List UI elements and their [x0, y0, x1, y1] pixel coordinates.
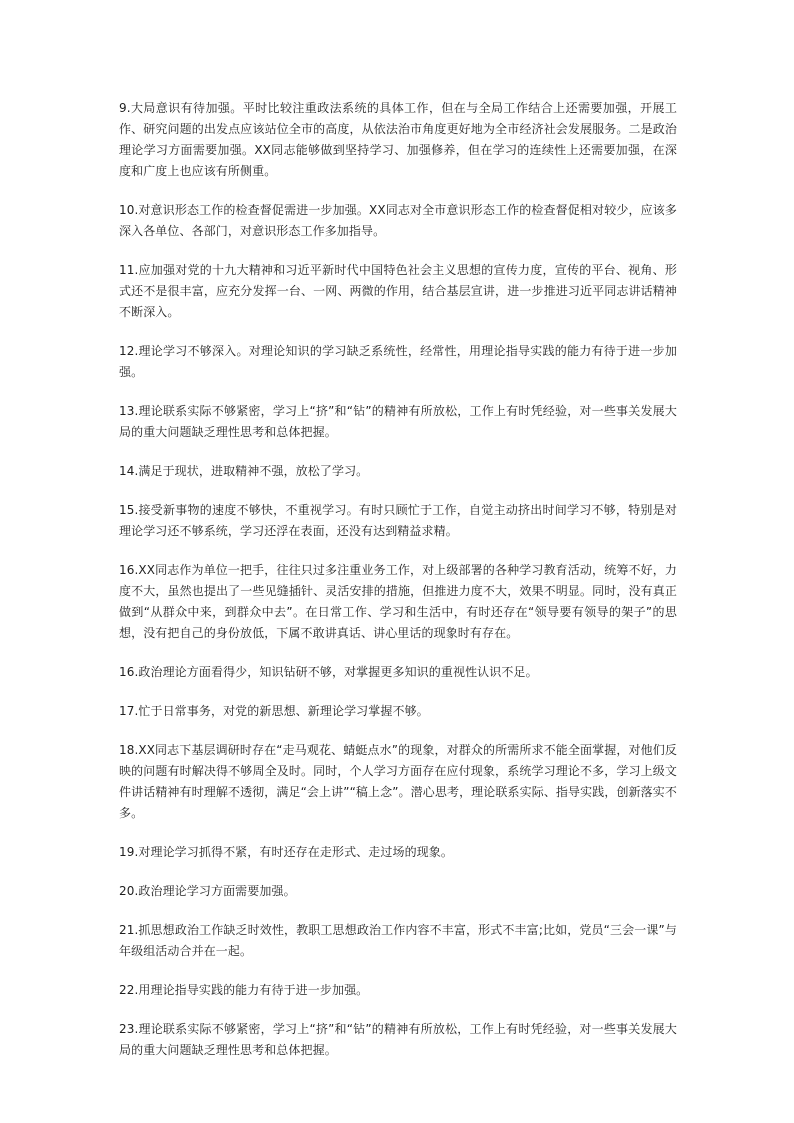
- document-body: [119, 98, 677, 1079]
- paragraph-20: 20.政治理论学习方面需要加强。: [119, 884, 296, 898]
- paragraph-17: 17.忙于日常事务，对党的新思想、新理论学习掌握不够。: [119, 704, 429, 718]
- paragraph-21: 21.抓思想政治工作缺乏时效性，教职工思想政治工作内容不丰富，形式不丰富;比如，党员“三会一课”与年级组活动合并在一起。: [119, 923, 677, 958]
- paragraph-16a: 16.XX同志作为单位一把手，往往只过多注重业务工作，对上级部署的各种学习教育活动，统筹不好，力度不大，虽然也提出了一些见缝插针、灵活安排的措施，但推进力度不大，效果不明显。同时，没有真正做到“从群众中来，到群众中去”。在日常工作、学习和生活中，有时还存在“领导要有领导的架子”的思想，没有把自己的身份放低，下属不敢讲真话、讲心里话的现象时有存在。: [119, 563, 677, 640]
- paragraph-11: 11.应加强对党的十九大精神和习近平新时代中国特色社会主义思想的宣传力度，宣传的平台、视角、形式还不是很丰富，应充分发挥一台、一网、两微的作用，结合基层宣讲，进一步推进习近平同志讲话精神不断深入。: [119, 263, 677, 319]
- paragraph-10: 10.对意识形态工作的检查督促需进一步加强。XX同志对全市意识形态工作的检查督促相对较少，应该多深入各单位、各部门，对意识形态工作多加指导。: [119, 203, 677, 238]
- paragraph-12: 12.理论学习不够深入。对理论知识的学习缺乏系统性，经常性，用理论指导实践的能力有待于进一步加强。: [119, 344, 677, 379]
- paragraph-16b: 16.政治理论方面看得少，知识钻研不够，对掌握更多知识的重视性认识不足。: [119, 665, 538, 679]
- paragraph-9: 9.大局意识有待加强。平时比较注重政法系统的具体工作，但在与全局工作结合上还需要加强，开展工作、研究问题的出发点应该站位全市的高度，从依法治市角度更好地为全市经济社会发展服务。二是政治理论学习方面需要加强。XX同志能够做到坚持学习、加强修养，但在学习的连续性上还需要加强，在深度和广度上也应该有所侧重。: [119, 101, 677, 178]
- paragraph-23: 23.理论联系实际不够紧密，学习上“挤”和“钻”的精神有所放松，工作上有时凭经验，对一些事关发展大局的重大问题缺乏理性思考和总体把握。: [119, 1022, 677, 1057]
- paragraph-19: 19.对理论学习抓得不紧，有时还存在走形式、走过场的现象。: [119, 845, 453, 859]
- paragraph-15: 15.接受新事物的速度不够快，不重视学习。有时只顾忙于工作，自觉主动挤出时间学习不够，特别是对理论学习还不够系统，学习还浮在表面，还没有达到精益求精。: [119, 503, 677, 538]
- paragraph-13: 13.理论联系实际不够紧密，学习上“挤”和“钻”的精神有所放松，工作上有时凭经验，对一些事关发展大局的重大问题缺乏理性思考和总体把握。: [119, 404, 677, 439]
- paragraph-22: 22.用理论指导实践的能力有待于进一步加强。: [119, 983, 369, 997]
- paragraph-14: 14.满足于现状，进取精神不强，放松了学习。: [119, 464, 369, 478]
- paragraph-18: 18.XX同志下基层调研时存在“走马观花、蜻蜓点水”的现象，对群众的所需所求不能全面掌握，对他们反映的问题有时解决得不够周全及时。同时，个人学习方面存在应付现象，系统学习理论不多，学习上级文件讲话精神有时理解不透彻，满足“会上讲”“稿上念”。潜心思考，理论联系实际、指导实践，创新落实不多。: [119, 743, 677, 820]
